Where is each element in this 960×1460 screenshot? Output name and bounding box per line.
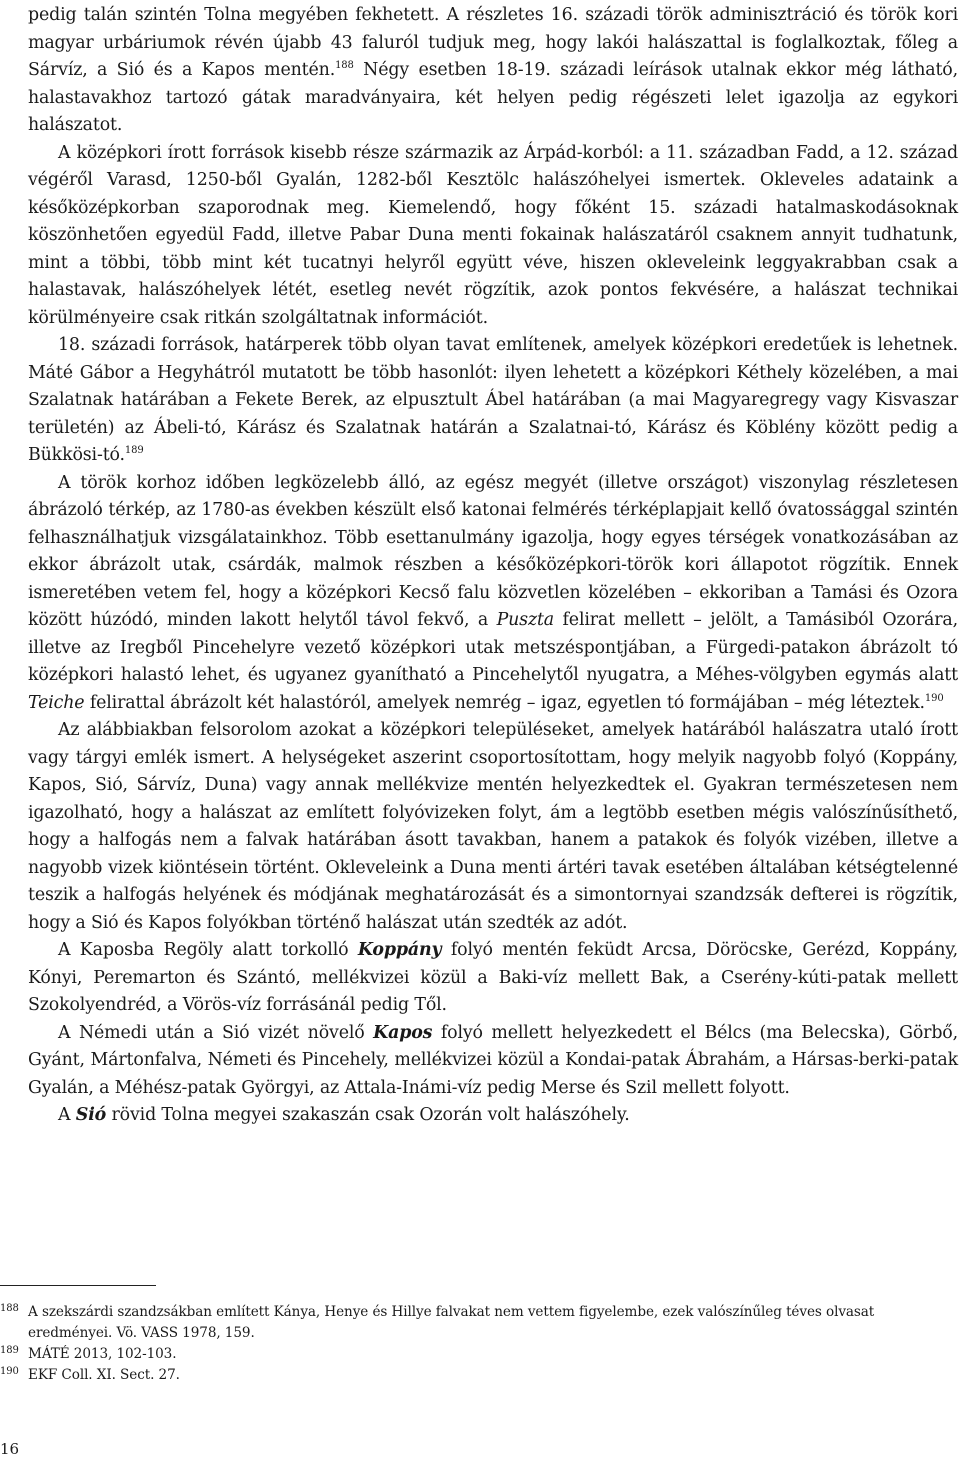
text-run: Négy esetben 18-19. századi leírások utalnak ekkor még látható, halastavakhoz tartozó gátak maradványaira, két helyen pedig régészeti lelet igazolja az egykori halászatot.: [28, 60, 959, 135]
text-run: felirattal ábrázolt két halastóról, amelyek nemrég – igaz, egyetlen tó formájában – még léteztek.: [84, 692, 925, 713]
footnote-text: MÁTÉ 2013, 102-103.: [28, 1346, 177, 1362]
page-number: 16: [0, 1440, 20, 1458]
paragraph: [28, 1020, 958, 1103]
text-run: folyó mentén feküdt Arcsa, Döröcske, Gerézd, Koppány, Kónyi, Peremarton és Szántó, mellékvizei közül a Baki-víz mellett Bak, a Cserény-kúti-patak mellett Szokolyendréd, a Vörös-víz forrásánál pedig Től.: [28, 940, 959, 1015]
footnote-number: 189: [0, 1345, 19, 1356]
footnote-separator: [0, 1285, 156, 1286]
italic-text: Puszta: [496, 610, 555, 630]
paragraph: [28, 937, 958, 1020]
footnote-reference: 189: [124, 445, 144, 456]
footnote-number: 188: [0, 1303, 19, 1314]
river-name: Kapos: [373, 1022, 433, 1043]
italic-text: Teiche: [28, 692, 85, 713]
text-run: A Némedi után a Sió vizét növelő: [58, 1022, 374, 1043]
footnote: [0, 1365, 958, 1386]
footnote-text: A szekszárdi szandzsákban említett Kánya, Henye és Hillye falvakat nem vettem figyelembe, ezek valószínűleg téves olvasat eredményei. Vö. VASS 1978, 159.: [28, 1304, 875, 1341]
river-name: Sió: [75, 1105, 107, 1125]
footnote-reference: 190: [924, 692, 944, 704]
text-run: 18. századi források, határperek több olyan tavat említenek, amelyek középkori eredetűek is lehetnek. Máté Gábor a Hegyhátról mutatott be több hasonlót: ilyen lehetett a középkori Kéthely közelében, a mai Szalatnak határában a Fekete Berek, az elpusztult Ábel határában (a mai Magyaregregy vagy Kisvaszar területén) az Ábeli-tó, Kárász és Szalatnak határán a Szalatnai-tó, Kárász és Köblény között pedig a Bükkösi-tó.: [28, 335, 958, 465]
footnote-number: 190: [0, 1366, 19, 1377]
river-name: Koppány: [357, 940, 442, 960]
footnote-text: EKF Coll. XI. Sect. 27.: [28, 1367, 180, 1383]
text-run: A Kaposba Regöly alatt torkolló: [58, 940, 358, 960]
paragraph: [28, 1102, 958, 1130]
paragraph: [28, 717, 958, 937]
paragraph: [28, 470, 958, 718]
text-run: folyó mellett helyezkedett el Bélcs (ma Belecska), Görbő, Gyánt, Mártonfalva, Németi és Pincehely, mellékvizei közül a Kondai-patak Ábrahám, a Hársas-berki-patak Gyalán, a Méhész-patak Györgyi, az Attala-Inámi-víz pedig Merse és Szil mellett folyott.: [28, 1022, 959, 1098]
text-run: A török korhoz időben legközelebb álló, az egész megyét (illetve országot) viszonylag részletesen ábrázoló térkép, az 1780-as években készült első katonai felmérés térképlapjait kellő óvatossággal szintén felhasználhatjuk vizsgálatainkhoz. Több esettanulmány igazolja, hogy egyes térségek vonatkozásában az ekkor ábrázolt utak, csárdák, malmok részben a későközépkori-török kori állapotot rögzítik. Ennek ismeretében vetem fel, hogy a középkori Kecső falu közvetlen közelében – ekkoriban a Tamási és Ozora között húzódó, minden lakott helytől távol fekvő, a: [28, 472, 958, 630]
main-text: [28, 2, 958, 1130]
text-run: rövid Tolna megyei szakaszán csak Ozorán volt halászóhely.: [106, 1105, 630, 1125]
footnote: [0, 1302, 958, 1344]
footnote: [0, 1344, 958, 1365]
text-run: felirat mellett – jelölt, a Tamásiból Ozorára, illetve az Iregből Pincehelyre vezető középkori utak metszéspontjában, a Fürgedi-patakon ábrázolt tó középkori halastó lehet, és ugyanez gyanítható a Pincehelytől nyugatra, a Méhes-völgyben egymás alatt: [28, 610, 958, 685]
footnotes: [0, 1302, 958, 1386]
text-run: A középkori írott források kisebb része származik az Árpád-korból: a 11. században Fadd, a 12. század végéről Varasd, 1250-ből Gyalán, 1282-ből Kesztölc halászóhelyei ismertek. Okleveles adataink a későközépkorban szaporodnak meg. Kiemelendő, hogy főként 15. századi hatalmaskodásoknak köszönhetően egyedül Fadd, illetve Pabar Duna menti fokainak halászatáról csaknem annyit tudhatunk, mint a többi, több mint két tucatnyi helyről együtt véve, hiszen okleveleink leggyakrabban csak a halastavak, halászóhelyek létét, esetleg nevét rögzítik, azok pontos fekvésére, a halászat technikai körülményeire csak ritkán szolgáltatnak információt.: [28, 142, 958, 328]
text-run: A: [58, 1105, 76, 1125]
paragraph: [28, 332, 958, 470]
paragraph: [28, 2, 958, 140]
footnote-reference: 188: [335, 60, 354, 71]
text-run: pedig talán szintén Tolna megyében fekhetett. A részletes 16. századi török adminisztráció és török kori magyar urbáriumok révén újabb 43 faluról tudjuk meg, hogy lakói halászattal is foglalkoztak, főleg a Sárvíz, a Sió és a Kapos mentén.: [28, 5, 958, 80]
text-run: Az alábbiakban felsorolom azokat a középkori településeket, amelyek határából halászatra utaló írott vagy tárgyi emlék ismert. A helységeket aszerint csoportosítottam, hogy melyik nagyobb folyó (Koppány, Kapos, Sió, Sárvíz, Duna) vagy annak mellékvize mentén helyezkedtek el. Gyakran természetesen nem igazolható, hogy a halászat az említett folyóvizeken folyt, ám a legtöbb esetben mégis valószínűsíthető, hogy a halfogás nem a falvak határában ásott tavakban, hanem a patakok és folyók vizében, illetve a nagyobb vizek kiöntésein történt. Okleveleink a Duna menti ártéri tavak esetében általában kétségtelenné teszik a halfogás helyének és módjának meghatározását és a simontornyai szandzsák defterei is rögzítik, hogy a Sió és Kapos folyókban történő halászat után szedték az adót.: [28, 720, 958, 933]
paragraph: [28, 140, 958, 333]
